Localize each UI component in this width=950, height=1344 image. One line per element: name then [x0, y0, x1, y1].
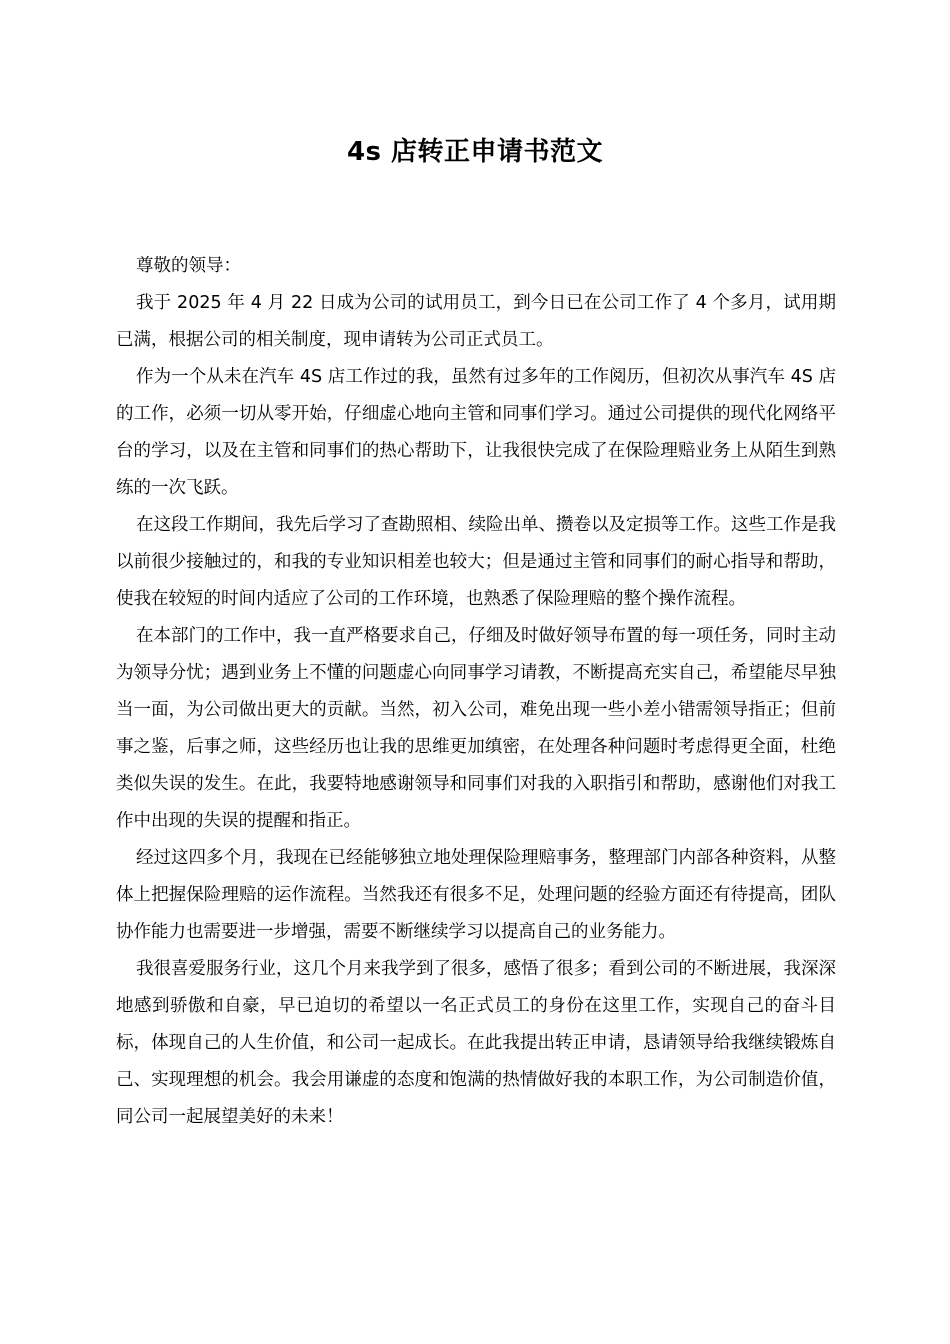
paragraph-6: 我很喜爱服务行业，这几个月来我学到了很多，感悟了很多；看到公司的不断进展，我深深地感到骄傲和自豪，早已迫切的希望以一名正式员工的身份在这里工作，实现自己的奋斗目标，体现自己的人生价值，和公司一起成长。在此我提出转正申请，恳请领导给我继续锻炼自己、实现理想的机会。我会用谦虚的态度和饱满的热情做好我的本职工作，为公司制造价值，同公司一起展望美好的未来！	[116, 959, 836, 1127]
document-body	[116, 248, 836, 1136]
paragraph-5: 经过这四多个月，我现在已经能够独立地处理保险理赔事务，整理部门内部各种资料，从整体上把握保险理赔的运作流程。当然我还有很多不足，处理问题的经验方面还有待提高，团队协作能力也需要进一步增强，需要不断继续学习以提高自己的业务能力。	[116, 848, 836, 942]
salutation: 尊敬的领导：	[136, 256, 241, 276]
paragraph-1: 我于 2025 年 4 月 22 日成为公司的试用员工，到今日已在公司工作了 4 个多月，试用期已满，根据公司的相关制度，现申请转为公司正式员工。	[116, 293, 836, 350]
paragraph-3: 在这段工作期间，我先后学习了查勘照相、续险出单、攒卷以及定损等工作。这些工作是我以前很少接触过的，和我的专业知识相差也较大；但是通过主管和同事们的耐心指导和帮助，使我在较短的时间内适应了公司的工作环境，也熟悉了保险理赔的整个操作流程。	[116, 515, 836, 609]
document-title: 4s 店转正申请书范文	[346, 137, 604, 167]
paragraph-4: 在本部门的工作中，我一直严格要求自己，仔细及时做好领导布置的每一项任务，同时主动为领导分忧；遇到业务上不懂的问题虚心向同事学习请教，不断提高充实自己，希望能尽早独当一面，为公司做出更大的贡献。当然，初入公司，难免出现一些小差小错需领导指正；但前事之鉴，后事之师，这些经历也让我的思维更加缜密，在处理各种问题时考虑得更全面，杜绝类似失误的发生。在此，我要特地感谢领导和同事们对我的入职指引和帮助，感谢他们对我工作中出现的失误的提醒和指正。	[116, 626, 836, 831]
paragraph-2: 作为一个从未在汽车 4S 店工作过的我，虽然有过多年的工作阅历，但初次从事汽车 4S 店的工作，必须一切从零开始，仔细虚心地向主管和同事们学习。通过公司提供的现代化网络平台的学习，以及在主管和同事们的热心帮助下，让我很快完成了在保险理赔业务上从陌生到熟练的一次飞跃。	[116, 367, 836, 498]
